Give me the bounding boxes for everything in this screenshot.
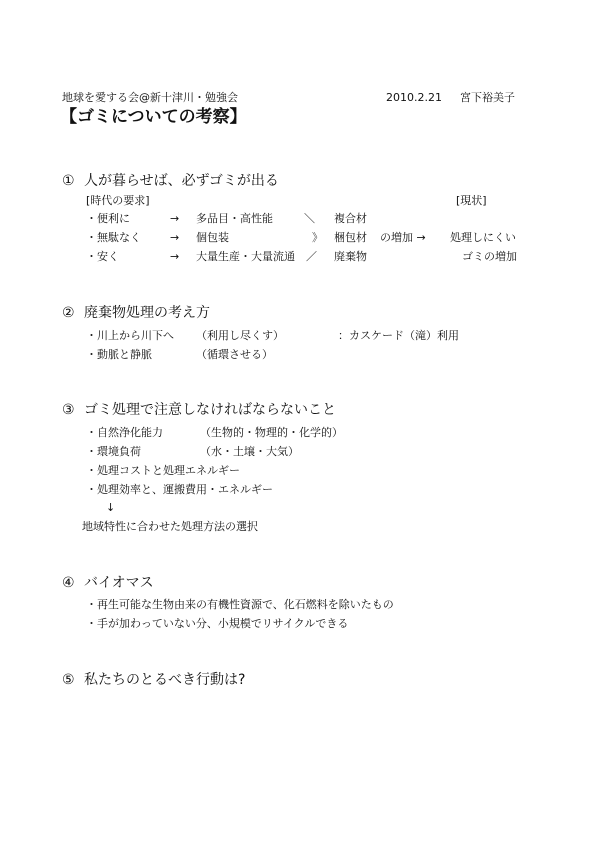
section-1-number: ① (62, 173, 75, 189)
s1-row1-need: ・便利に (86, 212, 130, 225)
s1-row1-result: 多品目・高性能 (196, 212, 273, 225)
header-org: 地球を愛する会@新十津川・勉強会 (62, 91, 238, 104)
s3-item4: ・処理効率と、運搬費用・エネルギー (86, 483, 273, 496)
s1-row3-end: ゴミの増加 (462, 250, 517, 263)
s1-row1-effect: 複合材 (334, 212, 367, 225)
section-1-col-left-label: [時代の要求] (86, 194, 150, 207)
s1-row2-extra: の増加 → (380, 231, 426, 244)
s1-row2-bracket: 》 (312, 231, 323, 244)
s1-row3-need: ・安く (86, 250, 119, 263)
s2-row2-item: ・動脈と静脈 (86, 348, 152, 361)
s3-conclusion: 地域特性に合わせた処理方法の選択 (82, 520, 258, 533)
section-3-number: ③ (62, 402, 75, 418)
section-3-heading: ゴミ処理で注意しなければならないこと (84, 402, 336, 418)
header-author: 宮下裕美子 (460, 91, 515, 104)
section-2-number: ② (62, 305, 75, 321)
section-4-heading: バイオマス (84, 575, 154, 591)
s2-row2-note: （循環させる） (196, 348, 273, 361)
s2-row1-item: ・川上から川下へ (86, 329, 174, 342)
s3-item3: ・処理コストと処理エネルギー (86, 464, 240, 477)
s1-row2-need: ・無駄なく (86, 231, 141, 244)
s1-row3-arrow: → (170, 250, 180, 263)
s2-row1-extra: ：カスケード（滝）利用 (338, 329, 459, 342)
s1-row3-effect: 廃棄物 (334, 250, 367, 263)
s1-row1-arrow: → (170, 212, 180, 225)
s1-row2-result: 個包装 (196, 231, 229, 244)
s3-arrow: ↓ (106, 501, 116, 514)
header-date: 2010.2.21 (386, 91, 442, 104)
s3-item1-note: （生物的・物理的・化学的） (200, 426, 343, 439)
s1-row2-end: 処理しにくい (450, 231, 516, 244)
section-1-heading: 人が暮らせば、必ずゴミが出る (84, 173, 279, 189)
page-title: 【ゴミについての考察】 (60, 107, 247, 127)
section-1-col-right-label: [現状] (456, 194, 487, 207)
s3-item2-note: （水・土壌・大気） (200, 445, 299, 458)
s1-row2-arrow: → (170, 231, 180, 244)
section-2-heading: 廃棄物処理の考え方 (84, 305, 210, 321)
s3-item1: ・自然浄化能力 (86, 426, 163, 439)
s2-row1-note: （利用し尽くす） (196, 329, 284, 342)
s4-item2: ・手が加わっていない分、小規模でリサイクルできる (86, 617, 349, 630)
section-5-heading: 私たちのとるべき行動は? (84, 672, 246, 688)
s1-row2-effect: 梱包材 (334, 231, 367, 244)
s1-row3-result: 大量生産・大量流通 (196, 250, 295, 263)
section-4-number: ④ (62, 575, 75, 591)
s4-item1: ・再生可能な生物由来の有機性資源で、化石燃料を除いたもの (86, 598, 394, 611)
s1-row3-bracket: ／ (306, 250, 317, 263)
s1-row1-bracket: ＼ (304, 212, 315, 225)
s3-item2: ・環境負荷 (86, 445, 141, 458)
section-5-number: ⑤ (62, 672, 75, 688)
